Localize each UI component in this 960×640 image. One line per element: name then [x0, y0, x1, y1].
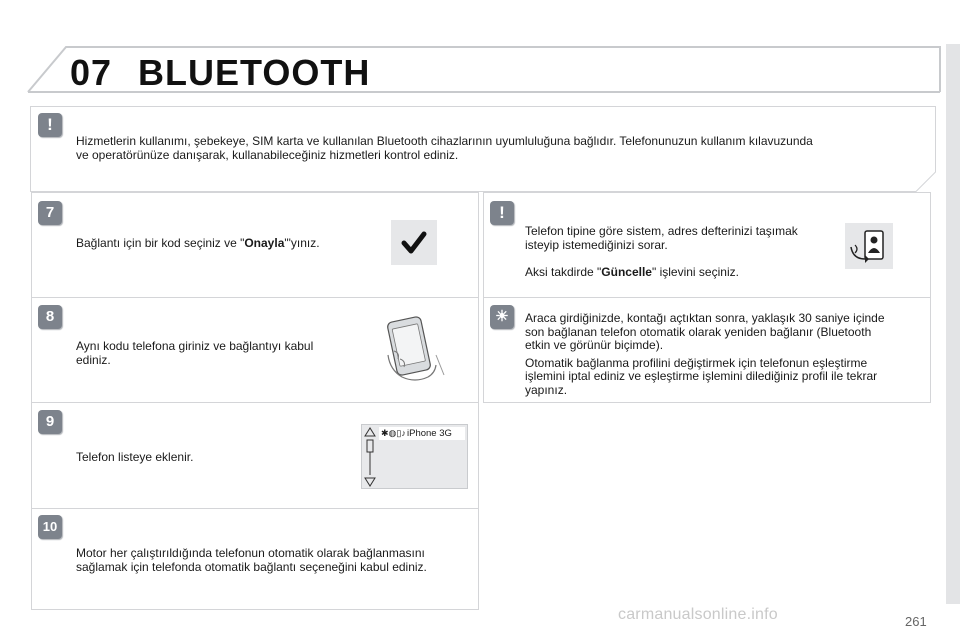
notice-line-2: ve operatörünüze danışarak, kullanabileceğiniz hizmetleri kontrol ediniz.: [76, 147, 459, 162]
step-8-line-1: Aynı kodu telefona giriniz ve bağlantıyı kabul: [76, 339, 314, 353]
alert-line-2: isteyip istemediğinizi sorar.: [525, 237, 668, 252]
step-number-badge: 7: [38, 201, 62, 225]
step-8-line-2: ediniz.: [76, 352, 111, 367]
notice-text: [76, 135, 906, 162]
page-number: 261: [905, 614, 927, 629]
step-divider: [31, 508, 479, 509]
step-8-text: [76, 340, 356, 367]
tip-line-2: son bağlanan telefon otomatik olarak yeniden bağlanır (Bluetooth: [525, 324, 872, 339]
alert-line-1: Telefon tipine göre sistem, adres defterinizi taşımak: [525, 224, 798, 238]
checkmark-icon: [391, 220, 437, 265]
step-number-badge: 8: [38, 305, 62, 329]
step-10-line-2: sağlamak için telefonda otomatik bağlantı seçeneğini kabul ediniz.: [76, 559, 427, 574]
exclamation-icon: !: [38, 113, 62, 137]
bluetooth-status-icons: ✱◍▯♪: [381, 428, 406, 438]
step-number-badge: 10: [38, 515, 62, 539]
tip-line-3: etkin ve görünür biçimde).: [525, 338, 664, 352]
side-rail: [946, 44, 960, 604]
display-screen: [361, 424, 468, 489]
address-book-transfer-icon: [845, 223, 893, 269]
step-7-text: Bağlantı için bir kod seçiniz ve "Onayla"'yınız.: [76, 236, 320, 250]
info-divider: [483, 297, 931, 298]
page-title: BLUETOOTH: [138, 52, 371, 93]
selected-device-row: [379, 427, 465, 440]
hand-holding-phone-icon: [380, 315, 450, 385]
watermark: carmanualsonline.info: [618, 606, 778, 623]
step-10-text: [76, 547, 471, 574]
sun-tip-icon: ☀: [490, 305, 514, 329]
step-divider: [31, 402, 479, 403]
step-10-line-1: Motor her çalıştırıldığında telefonun otomatik olarak bağlanmasını: [76, 546, 425, 560]
alert-line-3: Aksi takdirde "Güncelle" işlevini seçiniz.: [525, 265, 739, 279]
device-name: iPhone 3G: [407, 428, 452, 439]
tip-line-5: işlemini iptal ediniz ve eşleştirme işlemini dilediğiniz profil ile tekrar: [525, 369, 878, 383]
tip-line-4: Otomatik bağlanma profilini değiştirmek için telefonun eşleştirme: [525, 355, 868, 370]
tip-line-6: yapınız.: [525, 382, 568, 397]
tip-line-1: Araca girdiğinizde, kontağı açtıktan sonra, yaklaşık 30 saniye içinde: [525, 311, 885, 325]
step-divider: [31, 297, 479, 298]
notice-line-1: Hizmetlerin kullanımı, şebekeye, SIM karta ve kullanılan Bluetooth cihazlarının uyumluluğuna bağlıdır. Telefonunuzun kullanım kılavuzunda: [76, 134, 813, 148]
exclamation-icon: !: [490, 201, 514, 225]
auto-connect-text: [525, 312, 925, 397]
step-number-badge: 9: [38, 410, 62, 434]
phonebook-alert-text: [525, 225, 835, 280]
step-9-text: Telefon listeye eklenir.: [76, 450, 194, 464]
chapter-number: 07: [70, 52, 113, 93]
